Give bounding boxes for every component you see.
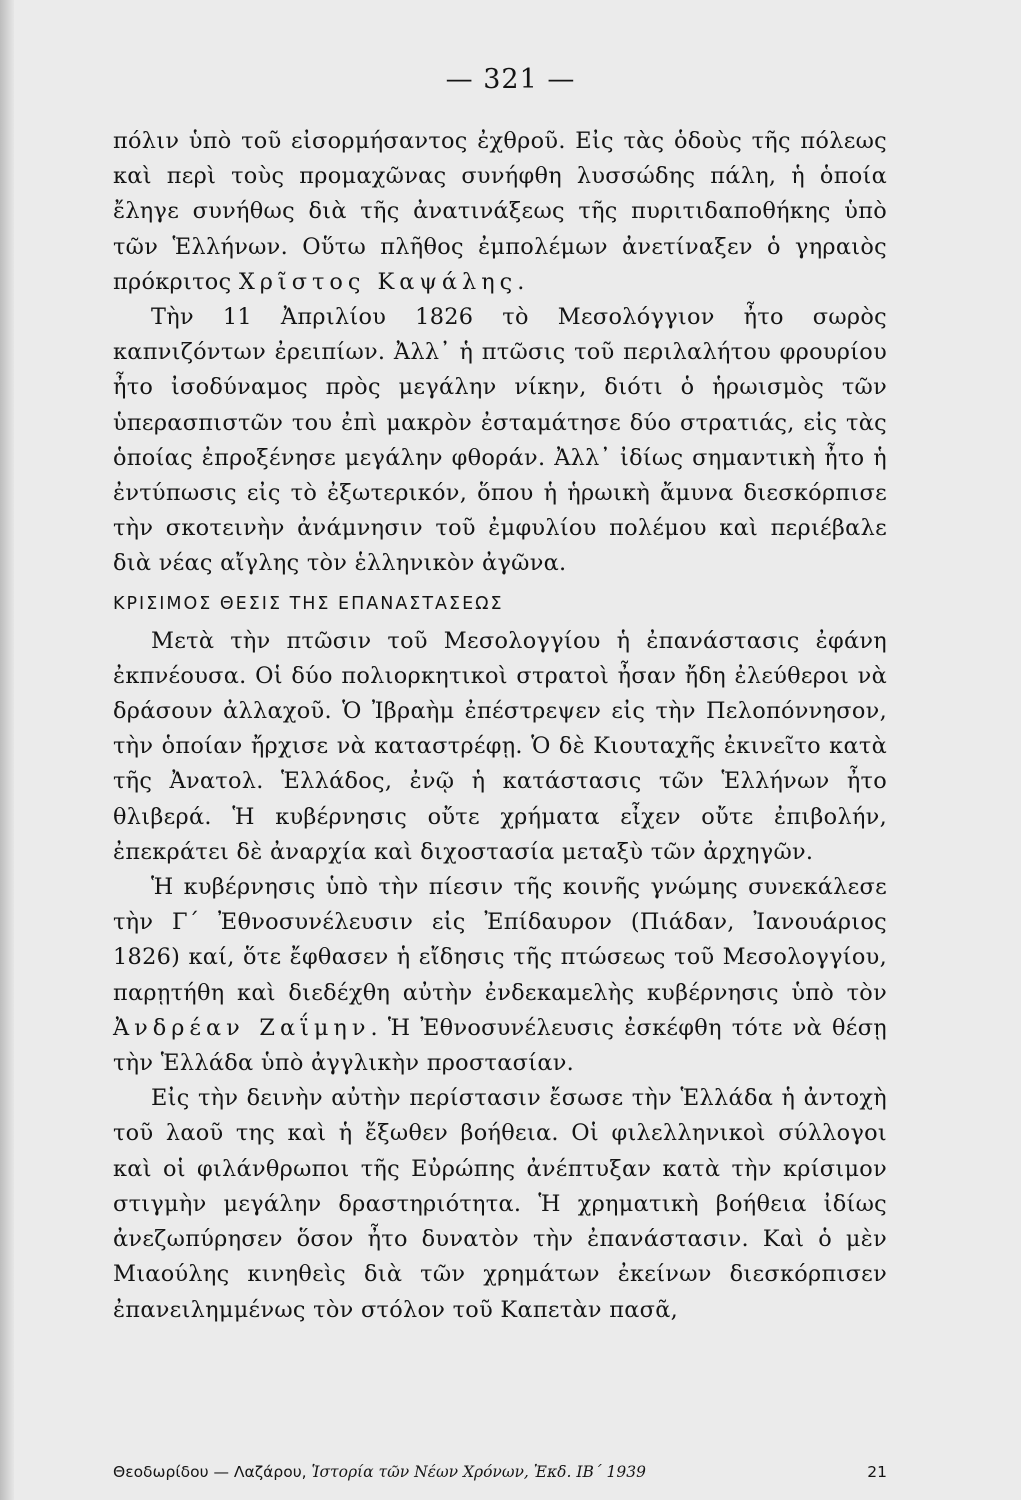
paragraph-4-text: Ἡ κυβέρνησις ὑπὸ τὴν πίεσιν τῆς κοινῆς γνώμης συνεκάλεσε τὴν Γ΄ Ἐθνοσυνέλευσιν εἰς Ἐπίδαυρον (Πιάδαν, Ἰανουάριος 1826) καί, ὅτε ἔφθασεν ἡ εἴδησις τῆς πτώσεως τοῦ Μεσολογγίου, παρῃτήθη καὶ διεδέχθη αὐτὴν ἐνδεκαμελὴς κυβέρνησις ὑπὸ τὸν xyxy=(113,874,887,1006)
footer-authors: Θεοδωρίδου — Λαζάρου, xyxy=(113,1463,312,1481)
paragraph-2: Τὴν 11 Ἀπριλίου 1826 τὸ Μεσολόγγιον ἦτο σωρὸς καπνιζόντων ἐρειπίων. Ἀλλ᾽ ἡ πτῶσις τοῦ περιλαλήτου φρουρίου ἦτο ἰσοδύναμος πρὸς μεγάλην νίκην, διότι ὁ ἡρωισμὸς τῶν ὑπερασπιστῶν του ἐπὶ μακρὸν ἐσταμάτησε δύο στρατιάς, εἰς τὰς ὁποίας ἐπροξένησε μεγάλην φθοράν. Ἀλλ᾽ ἰδίως σημαντικὴ ἦτο ἡ ἐντύπωσις εἰς τὸ ἐξωτερικόν, ὅπου ἡ ἡρωικὴ ἄμυνα διεσκόρπισε τὴν σκοτεινὴν ἀνάμνησιν τοῦ ἐμφυλίου πολέμου καὶ περιέβαλε διὰ νέας αἴγλης τὸν ἑλληνικὸν ἀγῶνα. xyxy=(113,304,887,577)
paragraph-1 xyxy=(113,124,887,300)
section-heading: ΚΡΙΣΙΜΟΣ ΘΕΣΙΣ ΤΗΣ ΕΠΑΝΑΣΤΑΣΕΩΣ xyxy=(113,593,504,614)
footer-signature-number: 21 xyxy=(867,1463,887,1481)
name-andreas-zaimis: Ἀνδρέαν Ζαΐμην xyxy=(113,1014,371,1041)
paragraph-4 xyxy=(113,870,887,1081)
body-text xyxy=(113,124,887,1328)
footer xyxy=(113,1463,887,1481)
paragraph-5: Εἰς τὴν δεινὴν αὐτὴν περίστασιν ἔσωσε τὴν Ἑλλάδα ἡ ἀντοχὴ τοῦ λαοῦ της καὶ ἡ ἔξωθεν βοήθεια. Οἱ φιλελληνικοὶ σύλλογοι καὶ οἱ φιλάνθρωποι τῆς Εὐρώπης ἀνέπτυξαν κατὰ τὴν κρίσιμον στιγμὴν μεγάλην δραστηριότητα. Ἡ χρηματικὴ βοήθεια ἰδίως ἀνεζωπύρησεν ὅσον ἦτο δυνατὸν τὴν ἐπανάστασιν. Καὶ ὁ μὲν Μιαούλης κινηθεὶς διὰ τῶν χρημάτων ἐκείνων διεσκόρπισεν ἐπανειλημμένως τὸν στόλον τοῦ Καπετὰν πασᾶ, xyxy=(113,1085,887,1323)
paragraph-4-end: . Ἡ Ἐθνοσυνέλευσις ἐσκέφθη τότε νὰ θέσῃ τὴν Ἑλλάδα ὑπὸ ἀγγλικὴν προστασίαν. xyxy=(113,1014,887,1077)
paragraph-1-end: . xyxy=(517,268,525,295)
footer-citation xyxy=(113,1463,646,1481)
page-number: — 321 — xyxy=(445,64,576,95)
footer-book-title: Ἱστορία τῶν Νέων Χρόνων, Ἐκδ. ΙΒ΄ 1939 xyxy=(311,1463,646,1481)
paragraph-1-text: πόλιν ὑπὸ τοῦ εἰσορμήσαντος ἐχθροῦ. Εἰς τὰς ὁδοὺς τῆς πόλεως καὶ περὶ τοὺς προμαχῶνας συνήφθη λυσσώδης πάλη, ἡ ὁποία ἔληγε συνήθως διὰ τῆς ἀνατινάξεως τῆς πυριτιδαποθήκης ὑπὸ τῶν Ἑλλήνων. Οὕτω πλῆθος ἐμπολέμων ἀνετίναξεν ὁ γηραιὸς πρόκριτος xyxy=(113,128,887,295)
name-christos-kapsalis: Χρῖστος Καψάλης xyxy=(238,268,518,295)
paragraph-3: Μετὰ τὴν πτῶσιν τοῦ Μεσολογγίου ἡ ἐπανάστασις ἐφάνη ἐκπνέουσα. Οἱ δύο πολιορκητικοὶ στρατοὶ ἦσαν ἤδη ἐλεύθεροι νὰ δράσουν ἀλλαχοῦ. Ὁ Ἰβραὴμ ἐπέστρεψεν εἰς τὴν Πελοπόννησον, τὴν ὁποίαν ἤρχισε νὰ καταστρέφῃ. Ὁ δὲ Κιουταχῆς ἐκινεῖτο κατὰ τῆς Ἀνατολ. Ἑλλάδος, ἐνῷ ἡ κατάστασις τῶν Ἑλλήνων ἦτο θλιβερά. Ἡ κυβέρνησις οὔτε χρήματα εἶχεν οὔτε ἐπιβολήν, ἐπεκράτει δὲ ἀναρχία καὶ διχοστασία μεταξὺ τῶν ἀρχηγῶν. xyxy=(113,627,887,865)
scan-edge-shadow xyxy=(0,0,14,1500)
